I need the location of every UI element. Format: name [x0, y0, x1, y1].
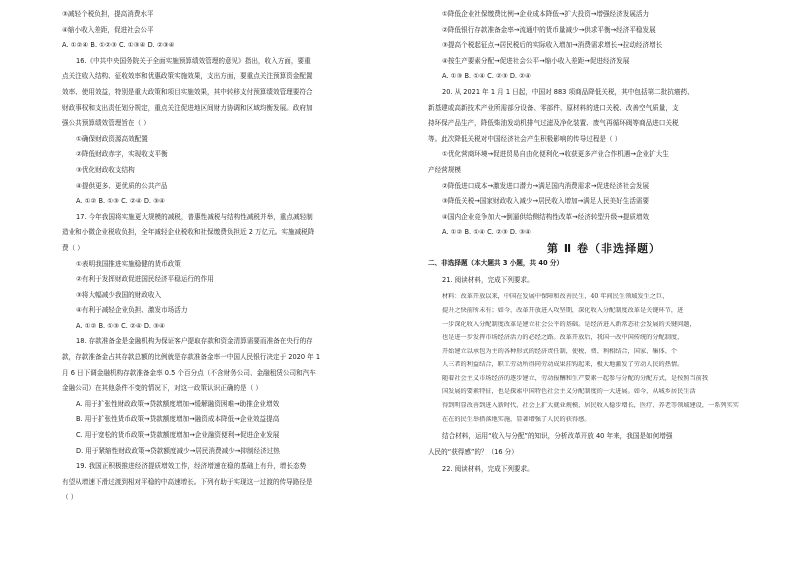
text-line: ②降低银行存款准备金率→流通中的货币量减少→供求平衡→经济平稳发展 — [442, 25, 656, 34]
text-line: ①优化营商环境→促进贸易自由化便利化→收获更多产业合作机遇→企业扩大生 — [442, 150, 669, 159]
text-line: ③减轻个税负担，提高消费水平 — [62, 10, 154, 18]
text-line: ①确保财政资源高效配置 — [76, 134, 148, 143]
text-line: D. 用于紧缩性财政政策→贷款额度减少→居民消费减少→抑制经济过热 — [76, 446, 280, 455]
material-line: 在在的民生举措落地实施，显著增强了人民的获得感。 — [442, 415, 591, 423]
section-title: 第 Ⅱ 卷（非选择题） — [547, 242, 661, 256]
text-line: B. 用于扩张性货币政策→贷款额度增加→融资成本降低→企业效益提高 — [76, 415, 280, 424]
text-line: 17. 今年我国将实施更大规模的减税，普惠性减税与结构性减税并举，重点减轻制 — [76, 212, 313, 221]
text-line: C. 用于宽松的货币政策→贷款额度增加→企业融资便利→促进企业发展 — [76, 431, 280, 440]
text-line: 造业和小微企业税收负担，全年减轻企业税收和社保缴费负担近 2 万亿元。实施减税降 — [62, 228, 315, 237]
text-line: 有望从增速下滑过渡到相对平稳的中高速增长。下列有助于实现这一过渡的传导路径是 — [62, 477, 313, 486]
material-line: 一步深化收入分配制度改革是建立社会公平的基础。是经济进入新常态社会发展的关键问题， — [442, 320, 696, 328]
right-column — [428, 10, 780, 473]
text-line: 效率、使用效益，特别是重大政策和项目实施效果，其中转移支付预算绩效管理要符合 — [62, 87, 313, 96]
question-21-prompt-cont: 人民的“获得感”的？（16 分） — [428, 448, 518, 457]
question-22: 22. 阅读材料，完成下列要求。 — [442, 465, 534, 474]
text-line: ②降低进口成本→激发进口潜力→满足国内消费需求→促进经济社会发展 — [442, 181, 650, 190]
text-line: ④提供更多、更优质的公共产品 — [76, 181, 168, 190]
text-line: 费（ ） — [62, 243, 84, 252]
text-line: 19. 我国正积极推进经济提质增效工作，经济增速在稳的基础上有升，增长态势 — [76, 462, 307, 471]
text-line: 20. 从 2021 年 1 月 1 日起，中国对 883 项商品降低关税，其中包括第二批抗癌药、 — [442, 87, 694, 96]
text-line: ④国内企业竞争加大→倒逼供给侧结构性改革→经济转型升级→提质增效 — [442, 212, 650, 221]
text-line: 金融公司）在其他条件不变的情况下，对这一政策认识正确的是（ ） — [62, 384, 262, 393]
text-line: 点关注收入结构、征收效率和优惠政策实施效果，支出方面，要重点关注预算资金配置 — [62, 72, 313, 81]
material-line: 也是进一步发挥市场经济活力的必经之路。改革开放后，我国一改中国传统的分配制度， — [442, 334, 684, 342]
section-heading: 二、非选择题（本大题共 3 小题，共 40 分） — [428, 259, 564, 268]
text-line: 持环保产品生产，降低柴油发动机排气过滤及净化装置、废气再循环阀等商品进口关税 — [428, 119, 679, 128]
left-column — [62, 10, 414, 501]
text-line: 等。此次降低关税对中国经济社会产生积极影响的传导过程是（ ） — [428, 134, 622, 143]
text-line: ①降低企业社保缴费比例→企业成本降低→扩大投资→增强经济发展活力 — [442, 10, 650, 18]
text-line: ③将大幅减少我国的财政收入 — [76, 290, 162, 299]
text-line: ③优化财政收支结构 — [76, 165, 135, 174]
text-line: ③降低关税→国家财政收入减少→居民收入增加→满足人民美好生活需要 — [442, 197, 650, 206]
material-line: 随着社会主义市场经济的逐步建立，劳动报酬和生产要素一起参与分配的分配方式，是按照当前我 — [442, 374, 709, 382]
text-line: ③提高个税起征点→居民税后的实际收入增加→消费需求增长→拉动经济增长 — [442, 41, 663, 50]
text-line: ④有利于减轻企业负担、激发市场活力 — [76, 306, 188, 315]
material-line: 国发展的要素特征，也是探索中国特色社会主义分配制度的一大进展。如今，从城乡居民生活 — [442, 388, 696, 396]
text-line: 16.《中共中央国务院关于全面实施预算绩效管理的意见》指出，收入方面，要重 — [76, 56, 311, 65]
question-21: 21. 阅读材料，完成下列要求。 — [442, 276, 534, 285]
material-line: 提升之快前所未有；如今，改革开放进入攻坚期，深化收入分配制度改革是关键环节，进 — [442, 306, 684, 314]
material-line: 材料：改革开放以来，中国在发展中保障和改善民生，40 年间民生领域发生之巨， — [442, 293, 669, 301]
text-line: A. ①②④ B. ①②③ C. ①③④ D. ②③④ — [62, 41, 175, 50]
text-line: 强公共预算绩效管理旨在（ ） — [62, 119, 150, 128]
question-21-prompt: 结合材料，运用“收入与分配”的知识，分析改革开放 40 年来，我国是如何增强 — [442, 432, 673, 441]
material-line: 得到明显改善到进入新时代，社会上扩大就业规模，居民收入稳步增长，医疗、养老等领域建设，一系列实实 — [442, 402, 739, 410]
text-line: 款，存款准备金占其存款总额的比例就是存款准备金率一中国人民银行决定于 2020 年 1 — [62, 353, 321, 362]
text-line: ④缩小收入差距，促进社会公平 — [62, 25, 154, 34]
material-line: 开始建立以承包为主的各种形式的经济责任制，使税、费、利相结合，国家、集体、个 — [442, 347, 678, 355]
text-line: ②降低财政赤字，实现收支平衡 — [76, 150, 168, 159]
text-line: A. ①③ B. ①④ C. ②③ D. ②④ — [442, 72, 531, 81]
text-line: A. ①② B. ①③ C. ②④ D. ③④ — [76, 321, 165, 330]
text-line: （ ） — [62, 493, 78, 502]
text-line: 新基建或高新技术产业所需部分设备、零部件、原材料的进口关税、改善空气质量，支 — [428, 103, 679, 112]
text-line: ①表明我国推进实施稳健的货币政策 — [76, 259, 181, 268]
text-line: 财政事权和支出责任划分规定，重点关注促进地区间财力协调和区域均衡发展。政府加 — [62, 103, 313, 112]
text-line: 月 6 日下调金融机构存款准备金率 0.5 个百分点（不含财务公司、金融租赁公司和汽车 — [62, 368, 316, 377]
text-line: A. ①② B. ①④ C. ②③ D. ③④ — [442, 228, 531, 237]
text-line: 产经营规模 — [428, 165, 461, 174]
material-text — [428, 293, 780, 423]
material-line: 人三者的利益结合，职工劳动所得同劳动成果挂钩起来，极大地激发了劳动人民的热情。 — [442, 361, 684, 369]
text-line: ④按生产要素分配→促进社会公平→缩小收入差距→促进经济发展 — [442, 56, 630, 65]
text-line: A. ①② B. ①③ C. ②④ D. ③④ — [76, 197, 165, 206]
multiple-choice-block — [428, 10, 780, 236]
text-line: 18. 存款准备金是金融机构为保证客户提取存款和资金清算需要而准备在央行的存 — [76, 337, 313, 346]
text-line: A. 用于扩张性财政政策→贷款额度增加→缓解融资困难→助推企业增效 — [76, 399, 280, 408]
text-line: ②有利于发挥财政促进国民经济平稳运行的作用 — [76, 275, 214, 284]
